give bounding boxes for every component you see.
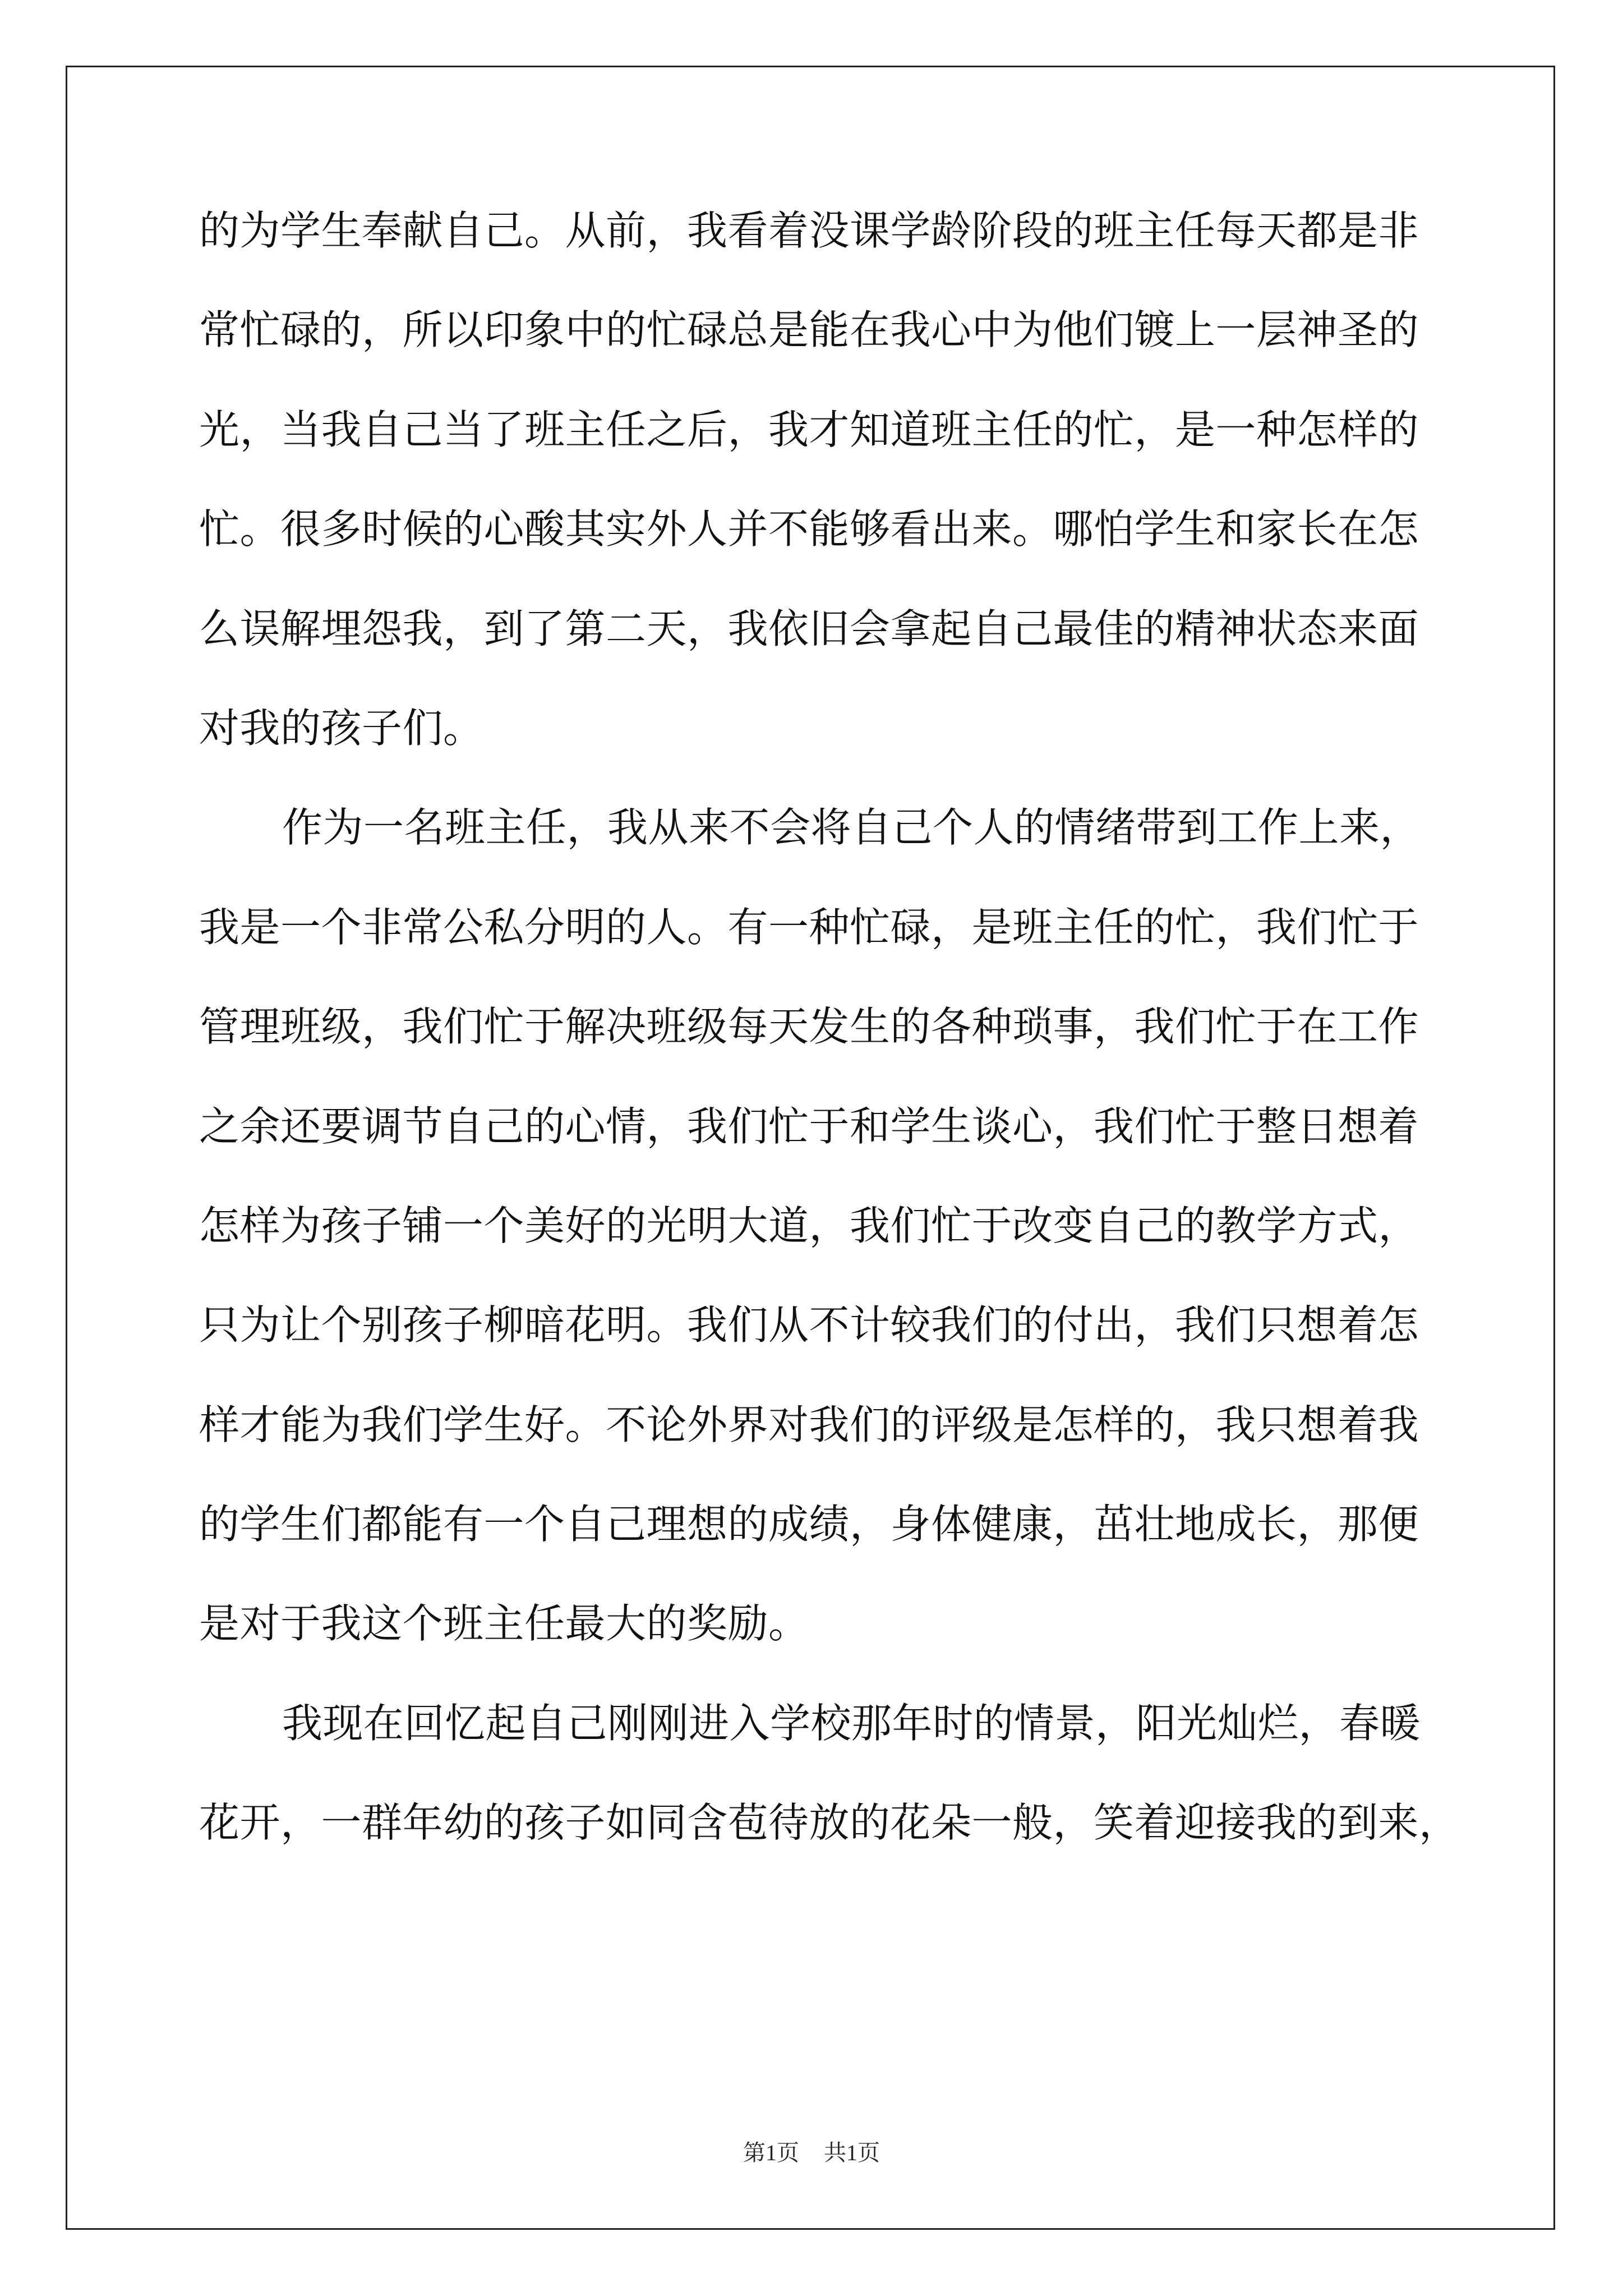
document-body	[199, 207, 1460, 1902]
text-line: 怎样为孩子铺一个美好的光明大道，我们忙于改变自己的教学方式，	[199, 1202, 1419, 1249]
text-line: 的为学生奉献自己。从前，我看着没课学龄阶段的班主任每天都是非	[199, 207, 1419, 254]
text-line: 样才能为我们学生好。不论外界对我们的评级是怎样的，我只想着我	[199, 1401, 1419, 1448]
paragraph-first-line: 作为一名班主任，我从来不会将自己个人的情绪带到工作上来，	[282, 804, 1421, 852]
text-line: 的学生们都能有一个自己理想的成绩，身体健康，茁壮地成长，那便	[199, 1501, 1419, 1548]
text-line: 么误解埋怨我，到了第二天，我依旧会拿起自己最佳的精神状态来面	[199, 605, 1419, 652]
text-line: 之余还要调节自己的心情，我们忙于和学生谈心，我们忙于整日想着	[199, 1102, 1419, 1150]
text-line: 常忙碌的，所以印象中的忙碌总是能在我心中为他们镀上一层神圣的	[199, 306, 1419, 354]
text-line: 忙。很多时候的心酸其实外人并不能够看出来。哪怕学生和家长在怎	[199, 505, 1419, 553]
paragraph-first-line: 我现在回忆起自己刚刚进入学校那年时的情景，阳光灿烂，春暖	[282, 1699, 1421, 1747]
text-line: 我是一个非常公私分明的人。有一种忙碌，是班主任的忙，我们忙于	[199, 903, 1419, 951]
text-line: 管理班级，我们忙于解决班级每天发生的各种琐事，我们忙于在工作	[199, 1003, 1419, 1051]
text-line: 对我的孩子们。	[199, 704, 484, 752]
page-number: 第1页	[743, 2140, 799, 2165]
text-line: 是对于我这个班主任最大的奖励。	[199, 1600, 809, 1648]
page-footer	[0, 2139, 1623, 2166]
text-line: 光，当我自己当了班主任之后，我才知道班主任的忙，是一种怎样的	[199, 406, 1419, 453]
text-line: 花开，一群年幼的孩子如同含苞待放的花朵一般，笑着迎接我的到来，	[199, 1799, 1460, 1847]
text-line: 只为让个别孩子柳暗花明。我们从不计较我们的付出，我们只想着怎	[199, 1301, 1419, 1349]
page-total: 共1页	[824, 2140, 880, 2165]
